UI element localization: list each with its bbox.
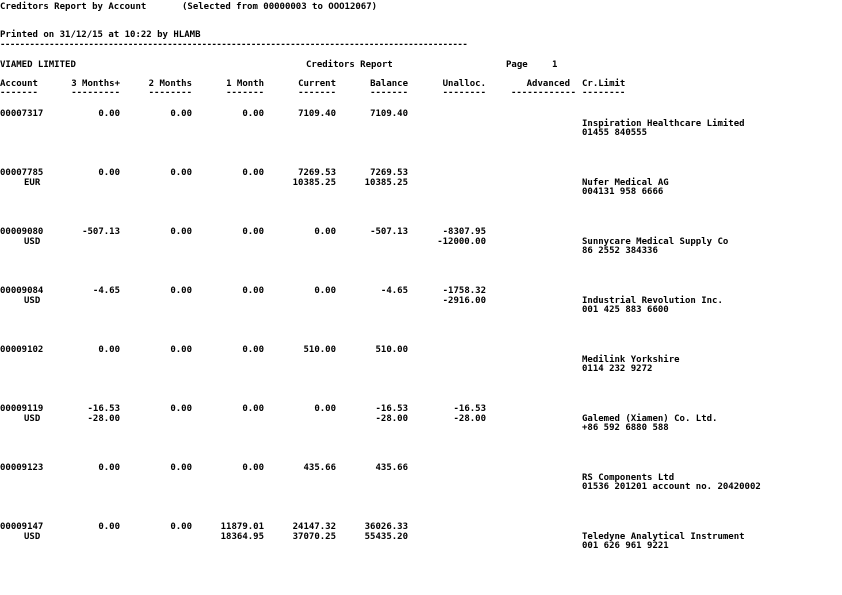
cell-current: 0.00	[314, 286, 336, 296]
cell-unalloc: -1758.32	[442, 286, 486, 296]
account-number: 00009080	[0, 227, 44, 237]
cell-balance: 7269.53	[370, 168, 408, 178]
cell-m1: 0.00	[242, 404, 264, 414]
cell-m3: 0.00	[98, 463, 120, 473]
cell-current: 24147.32	[292, 522, 336, 532]
cell-m1: 0.00	[242, 227, 264, 237]
cell-balance: 510.00	[375, 345, 408, 355]
col-advanced-rule: ------------	[510, 88, 576, 98]
cell-balance: -16.53	[375, 404, 408, 414]
cell-m1: 0.00	[242, 168, 264, 178]
cell-m1: 0.00	[242, 463, 264, 473]
supplier-name: Nufer Medical AG	[582, 178, 669, 188]
table-row	[0, 522, 842, 562]
cell-balance: -4.65	[380, 286, 408, 296]
table-row	[0, 286, 842, 326]
supplier-name: Medilink Yorkshire	[582, 355, 680, 365]
cell-balance-currency: 55435.20	[364, 532, 408, 542]
cell-balance: 36026.33	[364, 522, 408, 532]
report-title: Creditors Report by Account	[0, 2, 147, 12]
col-balance: Balance	[370, 79, 408, 89]
supplier-phone: 004131 958 6666	[582, 187, 664, 197]
supplier-name: Galemed (Xiamen) Co. Ltd.	[582, 414, 718, 424]
cell-m3: -507.13	[82, 227, 120, 237]
cell-balance-currency: 10385.25	[364, 178, 408, 188]
cell-balance: 7109.40	[370, 109, 408, 119]
cell-m1: 0.00	[242, 345, 264, 355]
col-current-rule: -------	[298, 88, 336, 98]
account-number: 00009102	[0, 345, 44, 355]
col-account-rule: -------	[0, 88, 38, 98]
printed-info: Printed on 31/12/15 at 10:22 by HLAMB	[0, 30, 201, 40]
cell-current: 7109.40	[298, 109, 336, 119]
cell-m3: -16.53	[87, 404, 120, 414]
cell-m1-currency: 18364.95	[220, 532, 264, 542]
supplier-phone: 0114 232 9272	[582, 364, 653, 374]
col-1-month: 1 Month	[226, 79, 264, 89]
company-name: VIAMED LIMITED	[0, 60, 76, 70]
supplier-name: Teledyne Analytical Instrument	[582, 532, 745, 542]
cell-current-currency: 10385.25	[292, 178, 336, 188]
cell-balance-currency: -28.00	[375, 414, 408, 424]
account-number: 00007317	[0, 109, 44, 119]
page-number: 1	[552, 60, 558, 70]
col-current: Current	[298, 79, 336, 89]
cell-unalloc-currency: -12000.00	[437, 237, 486, 247]
col-advanced: Advanced	[526, 79, 570, 89]
cell-m3: 0.00	[98, 345, 120, 355]
cell-m2: 0.00	[170, 463, 192, 473]
supplier-phone: 86 2552 384336	[582, 246, 658, 256]
cell-current: 435.66	[303, 463, 336, 473]
supplier-phone: 001 626 961 9221	[582, 541, 669, 551]
col-cr-limit-rule: --------	[582, 88, 626, 98]
currency-code: USD	[24, 237, 41, 247]
cell-current-currency: 37070.25	[292, 532, 336, 542]
cell-current: 510.00	[303, 345, 336, 355]
supplier-phone: 001 425 883 6600	[582, 305, 669, 315]
table-row	[0, 109, 842, 149]
supplier-name: Inspiration Healthcare Limited	[582, 119, 745, 129]
currency-code: USD	[24, 296, 41, 306]
cell-m3: 0.00	[98, 522, 120, 532]
header-rule: -----------------------------------------------------------------------------------------------	[0, 40, 468, 50]
col-3-months-rule: ---------	[71, 88, 120, 98]
col-unalloc-rule: --------	[442, 88, 486, 98]
cell-current: 7269.53	[298, 168, 336, 178]
cell-m3: 0.00	[98, 168, 120, 178]
cell-current: 0.00	[314, 404, 336, 414]
cell-m2: 0.00	[170, 345, 192, 355]
cell-m2: 0.00	[170, 286, 192, 296]
account-number: 00007785	[0, 168, 44, 178]
supplier-phone: 01536 201201 account no. 20420002	[582, 482, 761, 492]
table-row	[0, 345, 842, 385]
account-number: 00009119	[0, 404, 44, 414]
report-selection: (Selected from 00000003 to OOO12067)	[182, 2, 378, 12]
cell-m1: 0.00	[242, 109, 264, 119]
col-2-months-rule: --------	[148, 88, 192, 98]
table-row	[0, 227, 842, 267]
cell-m2: 0.00	[170, 404, 192, 414]
supplier-name: RS Components Ltd	[582, 473, 675, 483]
cell-current: 0.00	[314, 227, 336, 237]
cell-m2: 0.00	[170, 109, 192, 119]
account-number: 00009123	[0, 463, 44, 473]
col-2-months: 2 Months	[148, 79, 192, 89]
cell-balance: -507.13	[370, 227, 408, 237]
col-cr-limit: Cr.Limit	[582, 79, 626, 89]
col-unalloc: Unalloc.	[442, 79, 486, 89]
table-row	[0, 463, 842, 503]
cell-m2: 0.00	[170, 227, 192, 237]
supplier-phone: +86 592 6880 588	[582, 423, 669, 433]
account-number: 00009084	[0, 286, 44, 296]
col-1-month-rule: -------	[226, 88, 264, 98]
cell-m2: 0.00	[170, 522, 192, 532]
table-row	[0, 404, 842, 444]
cell-m3: -4.65	[92, 286, 120, 296]
supplier-name: Industrial Revolution Inc.	[582, 296, 723, 306]
currency-code: EUR	[24, 178, 41, 188]
supplier-name: Sunnycare Medical Supply Co	[582, 237, 729, 247]
table-row	[0, 168, 842, 208]
supplier-phone: 01455 840555	[582, 128, 648, 138]
cell-m3-currency: -28.00	[87, 414, 120, 424]
col-balance-rule: -------	[370, 88, 408, 98]
cell-m1: 11879.01	[220, 522, 264, 532]
cell-unalloc-currency: -28.00	[453, 414, 486, 424]
col-3-months: 3 Months+	[71, 79, 120, 89]
cell-m3: 0.00	[98, 109, 120, 119]
cell-unalloc: -16.53	[453, 404, 486, 414]
account-number: 00009147	[0, 522, 44, 532]
cell-m2: 0.00	[170, 168, 192, 178]
currency-code: USD	[24, 414, 41, 424]
col-account: Account	[0, 79, 38, 89]
cell-m1: 0.00	[242, 286, 264, 296]
cell-unalloc-currency: -2916.00	[442, 296, 486, 306]
currency-code: USD	[24, 532, 41, 542]
page-label: Page	[506, 60, 528, 70]
cell-unalloc: -8307.95	[442, 227, 486, 237]
cell-balance: 435.66	[375, 463, 408, 473]
report-heading: Creditors Report	[306, 60, 393, 70]
